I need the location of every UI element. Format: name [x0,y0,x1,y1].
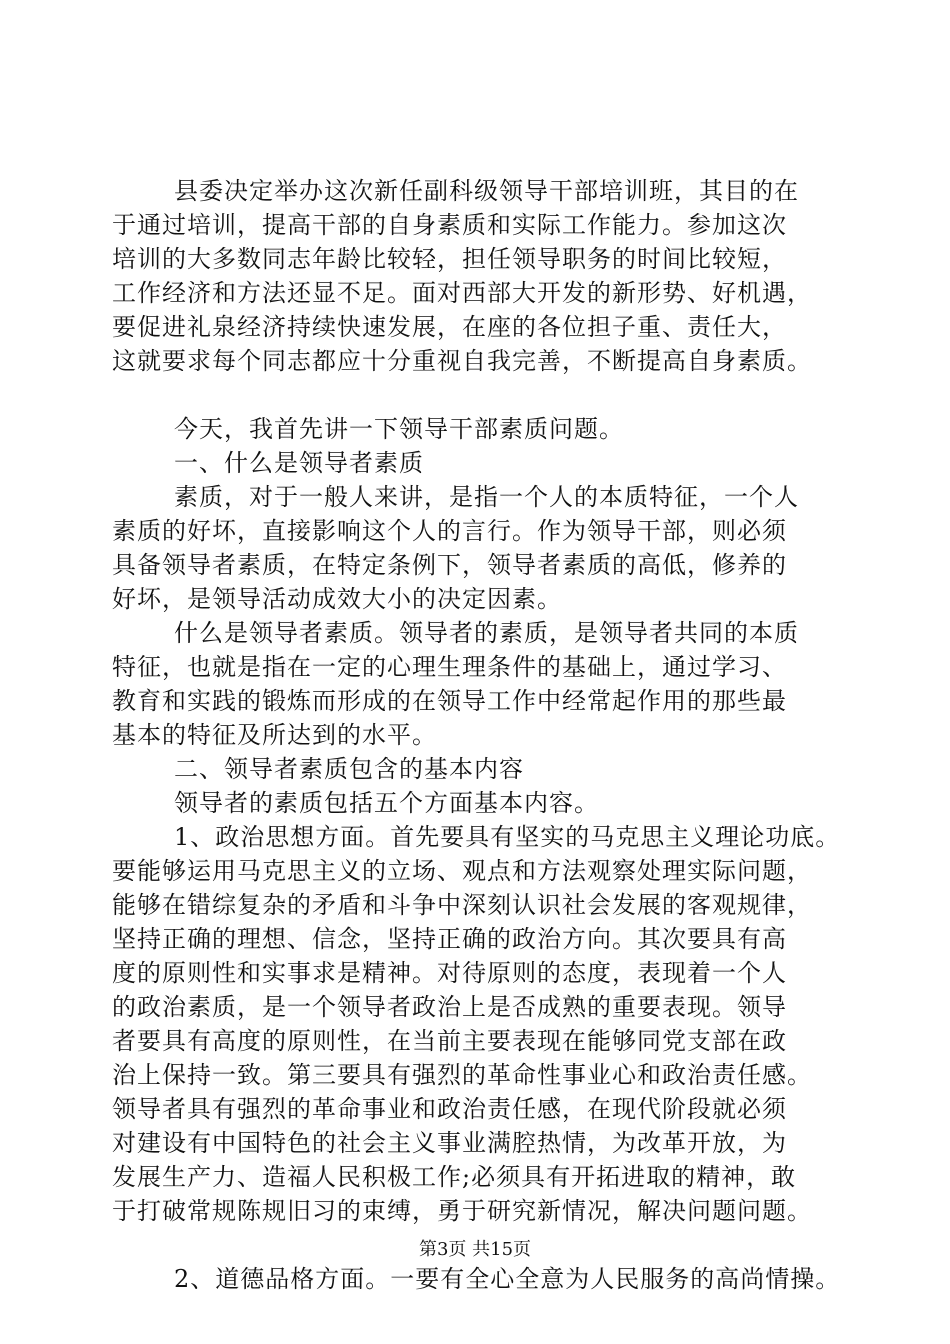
document-body [112,174,842,1296]
paragraph-line: 这就要求每个同志都应十分重视自我完善，不断提高自身素质。 [112,347,812,375]
paragraph-line: 坚持正确的理想、信念，坚持正确的政治方向。其次要具有高 [112,925,787,953]
paragraph-line: 县委决定举办这次新任副科级领导干部培训班，其目的在 [174,177,799,205]
paragraph-line: 于打破常规陈规旧习的束缚，勇于研究新情况，解决问题问题。 [112,1197,812,1225]
page-number-footer: 第3页 共15页 [418,1239,532,1260]
paragraph-line: 素质，对于一般人来讲，是指一个人的本质特征，一个人 [174,483,799,511]
paragraph-line: 1、政治思想方面。首先要具有坚实的马克思主义理论功底。 [174,823,841,851]
paragraph-line: 工作经济和方法还显不足。面对西部大开发的新形势、好机遇， [112,279,812,307]
paragraph-line: 什么是领导者素质。领导者的素质，是领导者共同的本质 [174,619,799,647]
paragraph-line: 要促进礼泉经济持续快速发展，在座的各位担子重、责任大， [112,313,787,341]
paragraph-line: 培训的大多数同志年龄比较轻，担任领导职务的时间比较短， [112,245,787,273]
paragraph-line: 好坏，是领导活动成效大小的决定因素。 [112,585,562,613]
section-heading: 一、什么是领导者素质 [174,449,424,477]
paragraph-line: 特征，也就是指在一定的心理生理条件的基础上，通过学习、 [112,653,787,681]
paragraph-line: 治上保持一致。第三要具有强烈的革命性事业心和政治责任感。 [112,1061,812,1089]
paragraph-line: 者要具有高度的原则性，在当前主要表现在能够同党支部在政 [112,1027,787,1055]
paragraph-gap [112,378,842,412]
paragraph-line: 2、道德品格方面。一要有全心全意为人民服务的高尚情操。 [174,1265,841,1293]
paragraph-line: 能够在错综复杂的矛盾和斗争中深刻认识社会发展的客观规律， [112,891,812,919]
paragraph-line: 发展生产力、造福人民积极工作;必须具有开拓进取的精神，敢 [112,1163,797,1191]
paragraph-line: 度的原则性和实事求是精神。对待原则的态度，表现着一个人 [112,959,787,987]
paragraph-line: 具备领导者素质，在特定条例下，领导者素质的高低，修养的 [112,551,787,579]
paragraph-line: 今天，我首先讲一下领导干部素质问题。 [174,415,624,443]
paragraph-line: 对建设有中国特色的社会主义事业满腔热情，为改革开放，为 [112,1129,787,1157]
paragraph-line: 教育和实践的锻炼而形成的在领导工作中经常起作用的那些最 [112,687,787,715]
paragraph-line: 的政治素质，是一个领导者政治上是否成熟的重要表现。领导 [112,993,787,1021]
paragraph-line: 素质的好坏，直接影响这个人的言行。作为领导干部，则必须 [112,517,787,545]
paragraph-line: 领导者的素质包括五个方面基本内容。 [174,789,599,817]
paragraph-line: 于通过培训，提高干部的自身素质和实际工作能力。参加这次 [112,211,787,239]
paragraph-line: 基本的特征及所达到的水平。 [112,721,437,749]
paragraph-line: 要能够运用马克思主义的立场、观点和方法观察处理实际问题， [112,857,812,885]
paragraph-line: 领导者具有强烈的革命事业和政治责任感，在现代阶段就必须 [112,1095,787,1123]
section-heading: 二、领导者素质包含的基本内容 [174,755,524,783]
